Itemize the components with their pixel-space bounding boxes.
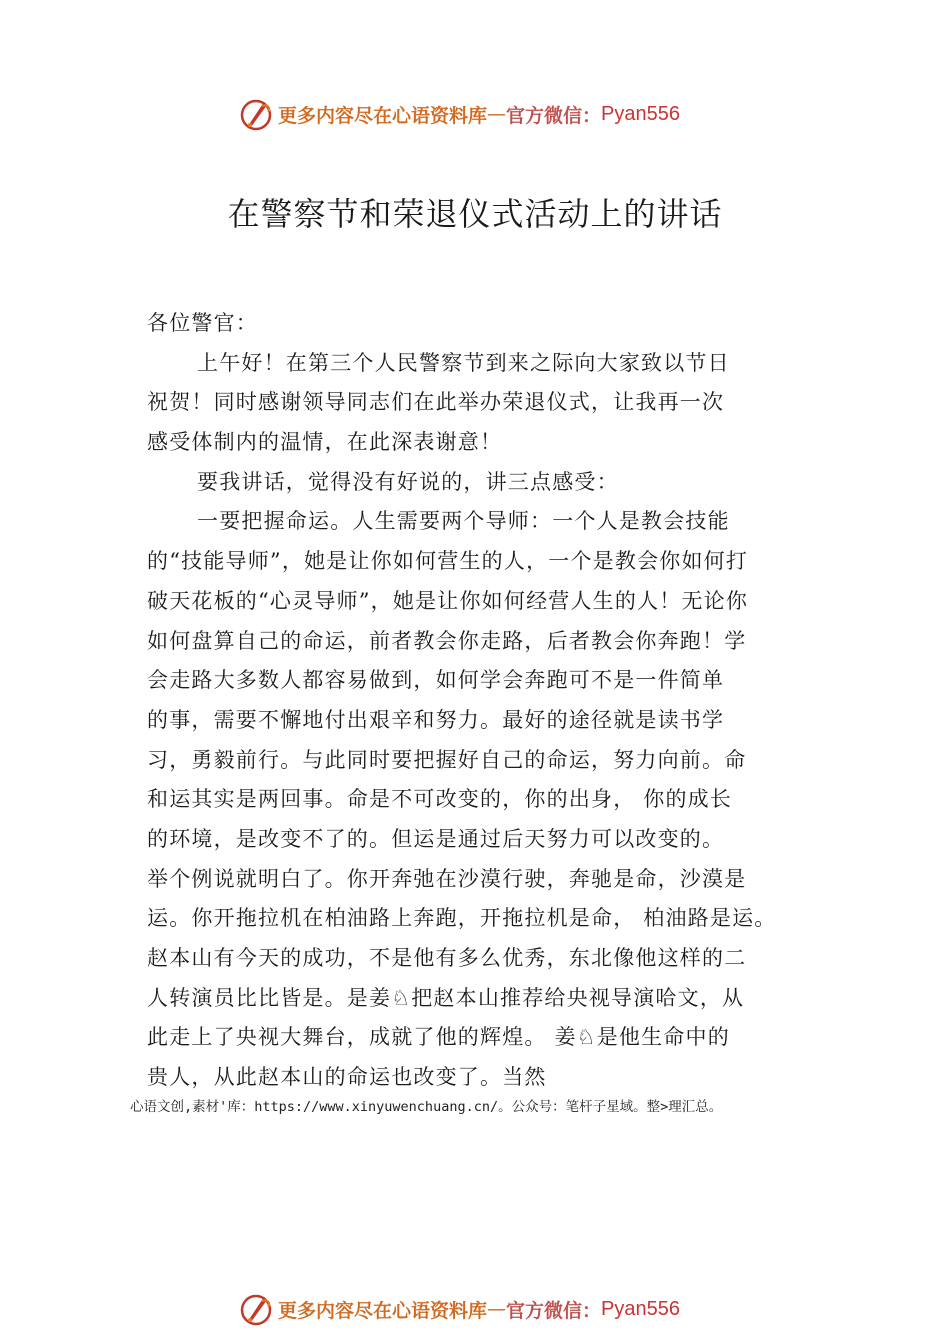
footer-banner-content: [238, 1289, 680, 1329]
text-line: 举个例说就明白了。你开奔弛在沙漠行驶，奔驰是命，沙漠是: [147, 866, 747, 891]
text-line: 贵人，从此赵本山的命运也改变了。当然: [147, 1065, 547, 1090]
source-footnote: 心语文创,素材'库：https://www.xinyuwenchuang.cn/。公众号：笔杆子星域。整>理汇总。: [130, 1099, 723, 1115]
header-banner: [0, 94, 950, 134]
footer-banner: [0, 1289, 950, 1329]
text-line: 祝贺！同时感谢领导同志们在此举办荣退仪式，让我再一次: [147, 390, 725, 415]
banner-slogan: 更多内容尽在心语资料库: [278, 104, 488, 127]
text-line: 上午好！在第三个人民警察节到来之际向大家致以节日: [197, 350, 730, 375]
text-line: 的事，需要不懈地付出艰辛和努力。最好的途径就是读书学: [147, 707, 725, 732]
header-banner-content: [238, 94, 680, 134]
text-line: 要我讲话，觉得没有好说的，讲三点感受：: [197, 469, 619, 494]
text-line: 的“技能导师”，她是让你如何营生的人，一个是教会你如何打: [147, 549, 749, 574]
quill-pen-logo-icon: [238, 1291, 274, 1327]
banner-dash: —: [487, 1298, 507, 1320]
salutation-line: 各位警官：: [147, 311, 258, 335]
page-title: 在警察节和荣退仪式活动上的讲话: [227, 195, 723, 233]
banner-wechat-label: 官方微信：: [506, 1299, 602, 1322]
banner-dash: —: [487, 103, 507, 125]
text-line: 会走路大多数人都容易做到，如何学会奔跑可不是一件简单: [147, 668, 725, 693]
text-line: 此走上了央视大舞台，成就了他的辉煌。 姜♘是他生命中的: [147, 1025, 730, 1050]
quill-pen-logo-icon: [238, 96, 274, 132]
banner-slogan: 更多内容尽在心语资料库: [278, 1299, 488, 1322]
text-line: 人转演员比比皆是。是姜♘把赵本山推荐给央视导演哈文，从: [147, 985, 745, 1010]
text-line: 破天花板的“心灵导师”，她是让你如何经营人生的人！无论你: [147, 588, 749, 613]
text-line: 习，勇毅前行。与此同时要把握好自己的命运，努力向前。命: [147, 747, 747, 772]
banner-wechat-id: Pyan556: [601, 1297, 680, 1320]
text-line: 如何盘算自己的命运，前者教会你走路，后者教会你奔跑！学: [147, 628, 747, 653]
text-line: 感受体制内的温情，在此深表谢意！: [147, 430, 503, 455]
text-line: 运。你开拖拉机在柏油路上奔跑，开拖拉机是命， 柏油路是运。: [147, 906, 777, 931]
text-line: 的环境，是改变不了的。但运是通过后天努力可以改变的。: [147, 826, 725, 851]
banner-wechat-id: Pyan556: [601, 102, 680, 125]
text-line: 一要把握命运。人生需要两个导师：一个人是教会技能: [197, 509, 730, 534]
banner-wechat-label: 官方微信：: [506, 104, 602, 127]
text-line: 和运其实是两回事。命是不可改变的，你的出身， 你的成长: [147, 787, 733, 812]
speech-body: [147, 304, 837, 1098]
text-line: 赵本山有今天的成功，不是他有多么优秀，东北像他这样的二: [147, 946, 747, 970]
